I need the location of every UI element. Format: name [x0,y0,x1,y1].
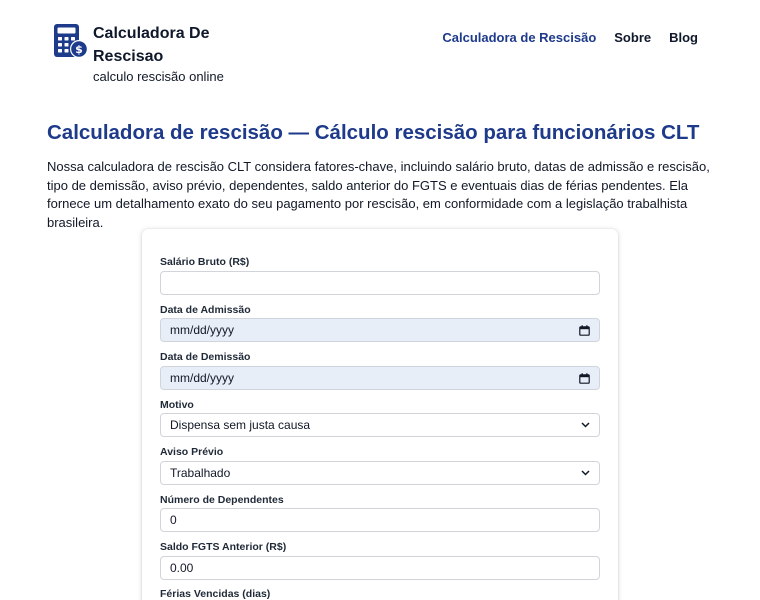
brand-subtitle: calculo rescisão online [93,69,224,84]
nav-calculadora-link[interactable]: Calculadora de Rescisão [442,30,597,45]
demissao-date-input[interactable] [160,366,600,390]
calculator-dollar-icon[interactable] [52,23,90,61]
salario-label: Salário Bruto (R$) [160,256,250,268]
page-title: Calculadora de rescisão — Cálculo rescisão para funcionários CLT [47,121,700,144]
main-nav [442,30,698,45]
aviso-label: Aviso Prévio [160,446,224,458]
fgts-value: 0.00 [170,561,194,575]
salario-input[interactable] [160,271,600,295]
admissao-date-input[interactable] [160,318,600,342]
dependentes-input[interactable] [160,508,600,532]
admissao-value: mm/dd/yyyy [170,323,235,337]
motivo-value: Dispensa sem justa causa [170,418,311,432]
intro-paragraph: Nossa calculadora de rescisão CLT considera fatores-chave, incluindo salário bruto, datas de admissão e rescisão, tipo de demissão, aviso prévio, dependentes, saldo anterior do FGTS e eventuais dias de férias pendentes. Ela fornece um detalhamento exato do seu pagamento por rescisão, em conformidade com a legislação trabalhista brasileira. [47,159,710,230]
admissao-label: Data de Admissão [160,304,251,316]
svg-text:$: $ [75,43,83,57]
fgts-input[interactable] [160,556,600,580]
motivo-select[interactable] [160,413,600,437]
demissao-value: mm/dd/yyyy [170,371,235,385]
ferias-label: Férias Vencidas (dias) [160,588,271,600]
motivo-label: Motivo [160,399,194,411]
brand-title[interactable]: Calculadora De Rescisao [93,25,210,65]
site-header [0,0,760,100]
nav-sobre-link[interactable]: Sobre [614,30,652,45]
dependentes-value: 0 [170,513,177,527]
aviso-value: Trabalhado [170,466,231,480]
demissao-label: Data de Demissão [160,351,251,363]
dependentes-label: Número de Dependentes [160,494,284,506]
nav-blog-link[interactable]: Blog [669,30,698,45]
aviso-select[interactable] [160,461,600,485]
calendar-icon[interactable] [579,373,590,384]
chevron-down-icon [581,470,590,476]
chevron-down-icon [581,422,590,428]
fgts-label: Saldo FGTS Anterior (R$) [160,541,287,553]
calendar-icon[interactable] [579,325,590,336]
